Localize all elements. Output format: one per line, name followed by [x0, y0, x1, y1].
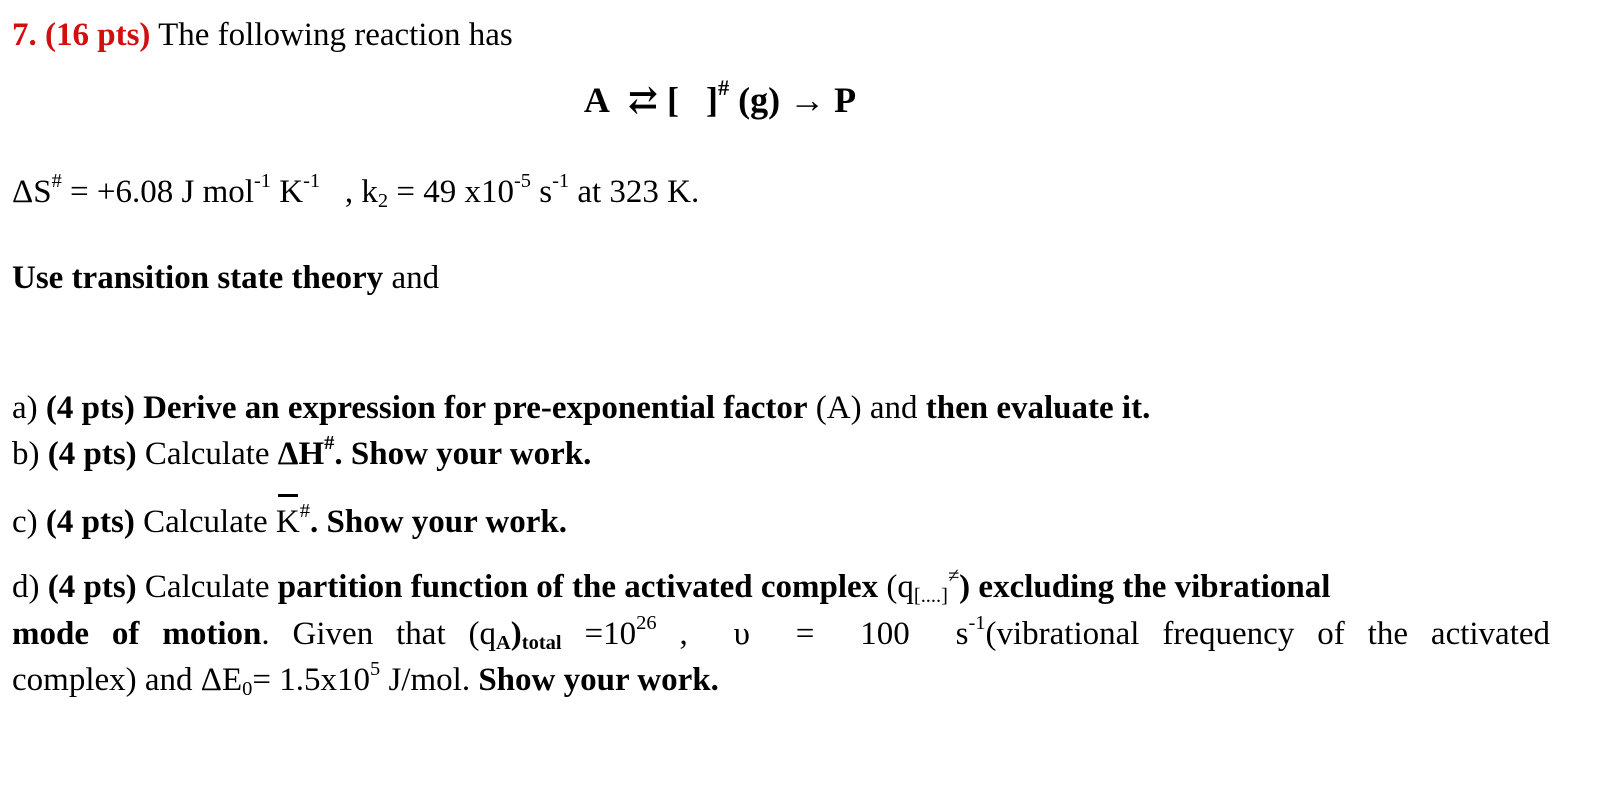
part-a-label: a): [12, 390, 46, 426]
part-d-total: total: [521, 632, 562, 655]
part-d-line2: [12, 611, 1551, 658]
part-d-q-sub: [....]: [913, 585, 948, 608]
rate-const-unit-exp: -1: [552, 169, 570, 192]
part-d-line1: [12, 564, 1331, 611]
part-b-label: b): [12, 436, 48, 472]
transition-sup: #: [718, 75, 730, 101]
instruction-rest: and: [383, 260, 440, 296]
part-d-line3-bold: Show your work.: [478, 662, 719, 698]
part-b-symbol: ΔH: [277, 436, 325, 472]
reactant: A: [583, 80, 610, 120]
rate-const-unit: s: [530, 174, 553, 210]
part-d-label: d): [12, 569, 48, 605]
part-d-line3-a: complex) and ΔE: [12, 662, 243, 698]
part-d-points: (4 pts): [47, 569, 137, 605]
entropy-unit-k: K: [270, 174, 304, 210]
rate-const-symbol: , k: [336, 174, 378, 210]
part-d-bold1: partition function of the activated complex: [277, 569, 879, 605]
part-c: [12, 499, 568, 546]
part-a-text2: (A) and: [807, 390, 926, 426]
rate-const-sub: 2: [377, 190, 389, 213]
question-intro: The following reaction has: [150, 17, 513, 53]
part-d-bold2: excluding the vibrational: [970, 569, 1331, 605]
transition-bracket: [ ]: [667, 80, 718, 120]
entropy-sup: #: [51, 169, 62, 192]
question-number-points: 7. (16 pts): [12, 17, 151, 53]
part-d-e-exp: 5: [370, 657, 381, 680]
product: P: [834, 80, 857, 120]
forward-arrow: →: [789, 80, 826, 120]
part-d-q-close: ): [959, 569, 971, 605]
question-header: [12, 15, 513, 55]
entropy-symbol: ΔS: [12, 174, 52, 210]
part-d-line3: [12, 657, 719, 704]
part-d-q-open: (q: [878, 569, 914, 605]
part-d-eq-exp: 26: [636, 611, 657, 634]
part-d-eq: =10: [584, 616, 637, 652]
part-c-text1: Calculate: [134, 504, 276, 540]
phase: (g): [738, 80, 781, 120]
part-a-points: (4 pts): [45, 390, 135, 426]
part-d-q-sup: ≠: [947, 564, 960, 587]
equilibrium-arrow: ⇄: [627, 80, 659, 120]
rate-const-value: = 49 x10: [388, 174, 514, 210]
part-c-label: c): [12, 504, 46, 540]
temperature: at 323 K.: [569, 174, 700, 210]
part-b-symbol-sup: #: [324, 431, 335, 454]
instruction: [12, 258, 439, 298]
part-b: [12, 431, 592, 478]
part-a-text1: Derive an expression for pre-exponential factor: [134, 390, 808, 426]
part-b-text1: Calculate: [136, 436, 278, 472]
reaction-equation: [0, 75, 1440, 127]
part-d-nu-tail: (vibrational frequency of the activated: [985, 616, 1551, 652]
part-d-line3-c: J/mol.: [380, 662, 479, 698]
part-b-text2: . Show your work.: [334, 436, 592, 472]
part-d-line2-bold: mode of motion: [12, 616, 262, 652]
part-d-line2-a: . Given that (q: [261, 616, 497, 652]
part-d-nu-exp: -1: [968, 611, 986, 634]
entropy-value: = +6.08 J mol: [61, 174, 254, 210]
part-a-text3: then evaluate it.: [925, 390, 1151, 426]
entropy-exp2: -1: [303, 169, 321, 192]
part-c-points: (4 pts): [45, 504, 135, 540]
part-d-line3-b: = 1.5x10: [252, 662, 370, 698]
given-values: [12, 169, 700, 216]
part-d-qa-sub: A: [496, 632, 511, 655]
part-d-text1: Calculate: [136, 569, 278, 605]
part-c-text2: . Show your work.: [309, 504, 568, 540]
part-d-e0-sub: 0: [242, 678, 253, 701]
part-b-points: (4 pts): [47, 436, 137, 472]
part-c-symbol: K: [275, 504, 300, 540]
instruction-bold: Use transition state theory: [12, 260, 384, 296]
part-a: [12, 388, 1150, 428]
rate-const-exp: -5: [513, 169, 531, 192]
entropy-exp1: -1: [253, 169, 271, 192]
part-d-qa-close: ): [510, 616, 522, 652]
part-c-symbol-sup: #: [299, 499, 310, 522]
part-d-nu: , υ = 100 s: [656, 616, 969, 652]
